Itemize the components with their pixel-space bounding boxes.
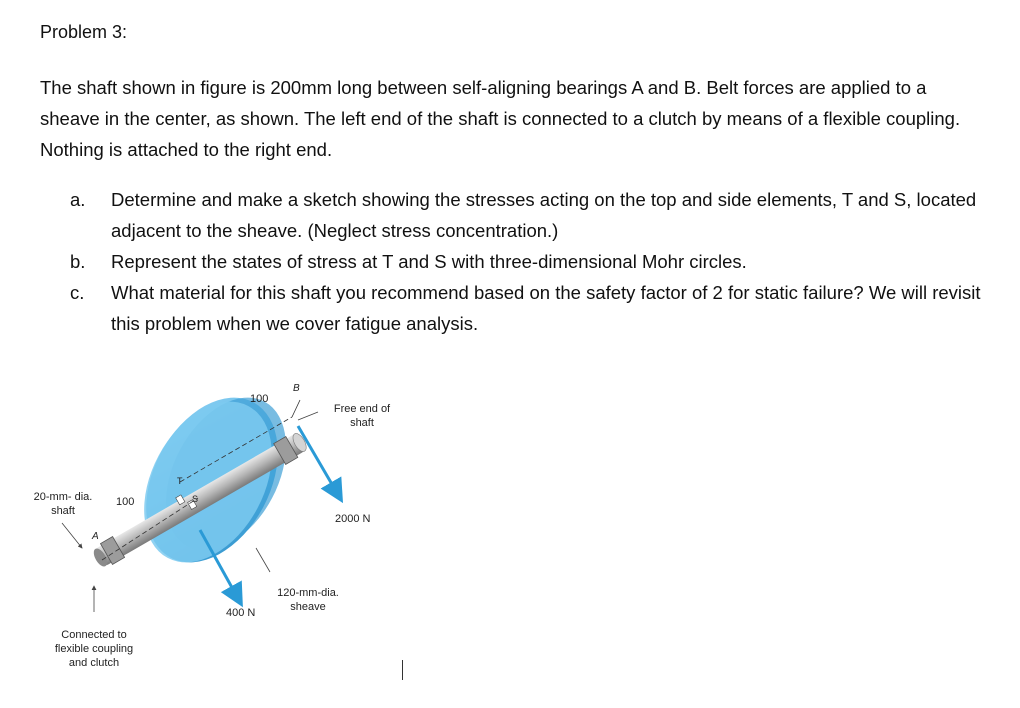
element-s-label: S [192,494,199,504]
dimension-right-label: 100 [250,393,269,405]
leader-line [298,412,318,420]
task-marker: b. [70,251,86,272]
force-2000-label: 2000 N [335,513,371,525]
task-text: Represent the states of stress at T and S with three-dimensional Mohr circles. [111,251,747,272]
bearing-a-label: A [92,531,99,542]
task-item-a [70,184,990,246]
force-400-label: 400 N [226,607,256,619]
task-marker: a. [70,189,86,210]
task-item-b [70,246,990,277]
problem-heading: Problem 3: [40,22,128,42]
task-list [70,184,990,339]
dimension-left-label: 100 [116,496,135,508]
task-item-c [70,277,990,339]
shaft-figure [30,370,450,690]
coupling-label: Connected to flexible coupling and clutch [54,629,134,669]
force-arrow-2000 [298,426,340,498]
sheave-diameter-label: 120-mm-dia. sheave [277,587,339,613]
bearing-b-label: B [293,383,300,394]
element-t-label: T [177,476,183,486]
shaft-diameter-label: 20-mm- dia. shaft [33,491,93,517]
dimension-tick [292,400,300,417]
task-marker: c. [70,282,85,303]
leader-line [62,523,82,548]
text-cursor [402,660,403,680]
task-text: What material for this shaft you recommend based on the safety factor of 2 for static failure? We will revisit this problem when we cover fatigue analysis. [111,282,981,334]
problem-statement: The shaft shown in figure is 200mm long between self-aligning bearings A and B. Belt forces are applied to a sheave in the center, as shown. The left end of the shaft is connected to a clutch by means of a flexible coupling. Nothing is attached to the right end. [40,77,961,160]
leader-line [256,548,270,572]
task-text: Determine and make a sketch showing the stresses acting on the top and side elements, T and S, located adjacent to the sheave. (Neglect stress concentration.) [111,189,977,241]
free-end-label: Free end of shaft [333,403,391,429]
